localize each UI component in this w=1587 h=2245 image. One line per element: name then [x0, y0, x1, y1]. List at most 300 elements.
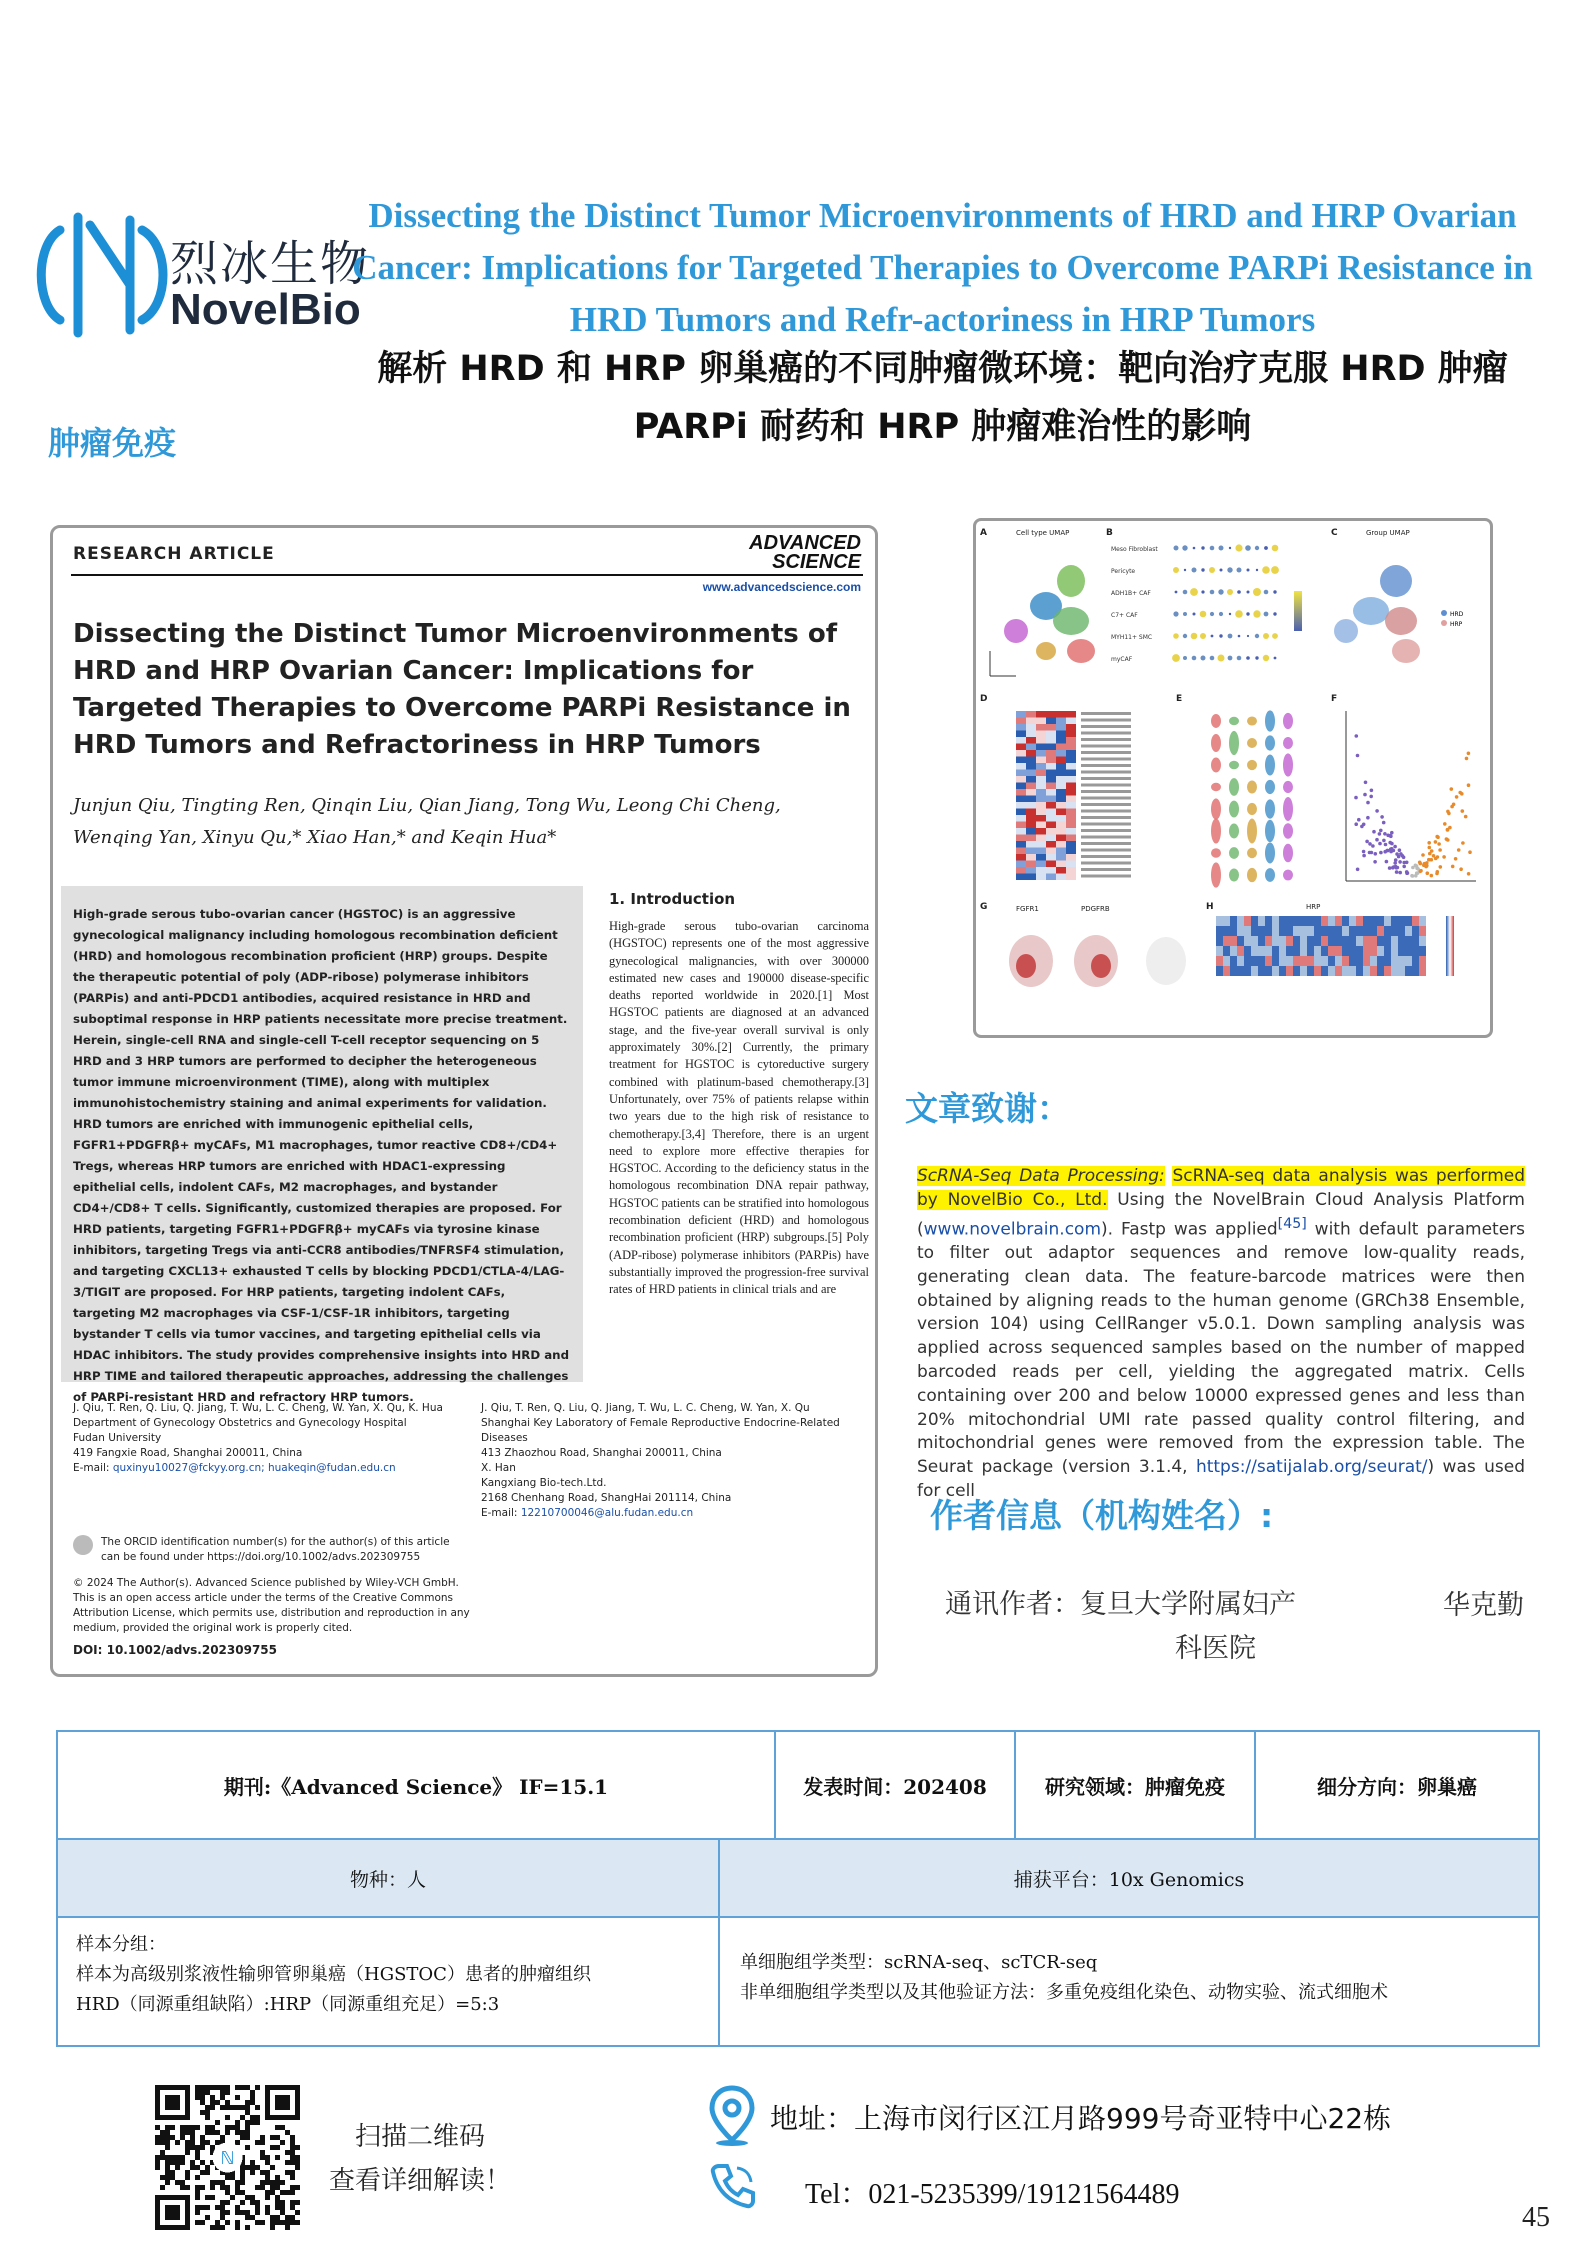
heat-cell [1046, 828, 1056, 835]
h-heat-cell [1300, 956, 1307, 966]
h-heat-cell [1384, 966, 1391, 976]
heat-cell [1046, 770, 1056, 777]
heat-cell [1026, 763, 1036, 770]
h-heat-cell [1419, 926, 1426, 936]
heat-cell [1026, 744, 1036, 751]
dot [1274, 657, 1277, 660]
dot [1237, 656, 1242, 661]
h-heat-cell [1223, 966, 1230, 976]
dot [1273, 612, 1276, 615]
email-left[interactable]: quxinyu10027@fckyy.org.cn; huakeqin@fudan.edu.cn [112, 1462, 396, 1474]
volcano-point [1384, 843, 1388, 847]
volcano-point [1374, 852, 1378, 856]
dot [1264, 590, 1269, 595]
heat-cell [1056, 854, 1066, 861]
heat-row-label [1081, 712, 1131, 715]
h-heat-cell [1300, 966, 1307, 976]
dot [1193, 547, 1196, 550]
h-heat-cell [1377, 926, 1384, 936]
volcano-point [1375, 809, 1379, 813]
violin [1247, 780, 1257, 793]
h-heat-cell [1405, 936, 1412, 946]
violin [1247, 818, 1257, 843]
heat-cell [1026, 822, 1036, 829]
violin [1247, 760, 1257, 770]
h-heat-cell [1314, 926, 1321, 936]
violin [1265, 842, 1275, 863]
h-heat-cell [1377, 946, 1384, 956]
seurat-link[interactable]: https://satijalab.org/seurat/ [1195, 1457, 1428, 1478]
heat-cell [1026, 757, 1036, 764]
h-heat-cell [1216, 966, 1223, 976]
h-heat-cell [1272, 946, 1279, 956]
violin [1229, 778, 1239, 796]
heat-cell [1056, 796, 1066, 803]
volcano-point [1383, 832, 1387, 836]
heat-cell [1056, 711, 1066, 718]
volcano-point [1455, 795, 1459, 799]
heat-cell [1046, 783, 1056, 790]
info-table [56, 1730, 1540, 2047]
dot [1201, 546, 1204, 549]
volcano-point [1362, 854, 1366, 858]
volcano-point [1402, 861, 1406, 865]
h-heat-cell [1356, 936, 1363, 946]
heat-cell [1056, 867, 1066, 874]
h-heat-cell [1307, 946, 1314, 956]
violin [1211, 714, 1221, 728]
heat-cell [1036, 744, 1046, 751]
h-heat-cell [1237, 946, 1244, 956]
dot [1210, 656, 1215, 661]
volcano-point [1385, 860, 1389, 864]
volcano-point [1459, 867, 1463, 871]
copyright-note: © 2024 The Author(s). Advanced Science published by Wiley-VCH GmbH. This is an open access article under the terms of the Creative Commons Attribution License, which permits use, distribution and reproduction in any medium, provided the original work is properly cited. [73, 1577, 470, 1634]
corresponding-label: 通讯作者：复旦大学附属妇产 [945, 1589, 1296, 1620]
violin [1283, 823, 1293, 838]
h-heat-cell [1293, 946, 1300, 956]
dot [1200, 611, 1207, 618]
volcano-point [1435, 872, 1439, 876]
paper-title: Dissecting the Distinct Tumor Microenvironments of HRD and HRP Ovarian Cancer: Implications for Targeted Therapies to Overcome PARPi Resistance in HRD Tumors and Refractoriness in HRP Tumors [73, 619, 851, 760]
feature-plots [1009, 935, 1186, 987]
heat-cell [1066, 828, 1076, 835]
volcano-point [1364, 781, 1368, 785]
heat-cell [1046, 763, 1056, 770]
h-heat-cell [1335, 926, 1342, 936]
panel-a-letter: A [980, 528, 987, 538]
h-heat-cell [1223, 926, 1230, 936]
h-heat-cell [1244, 926, 1251, 936]
heat-cell [1016, 848, 1026, 855]
journal-url[interactable]: www.advancedscience.com [702, 580, 861, 594]
heat-cell [1016, 776, 1026, 783]
dot [1211, 635, 1214, 638]
volcano-point [1372, 830, 1376, 834]
h-heat-cell [1230, 966, 1237, 976]
cell-field: 研究领域：肿瘤免疫 [1016, 1732, 1256, 1838]
volcano-point [1411, 866, 1415, 870]
volcano-point [1405, 870, 1409, 874]
volcano-point [1382, 821, 1386, 825]
violin [1229, 717, 1239, 725]
violin [1211, 848, 1221, 858]
orcid-note: The ORCID identification number(s) for the author(s) of this article can be found under https://doi.org/10.1002/advs.202309755 [101, 1536, 450, 1563]
volcano-point [1436, 835, 1440, 839]
heat-cell [1046, 711, 1056, 718]
volcano-point [1442, 855, 1446, 859]
heat-cell [1026, 802, 1036, 809]
volcano-point [1398, 848, 1402, 852]
dot [1210, 612, 1214, 616]
heat-cell [1036, 770, 1046, 777]
heat-cell [1026, 789, 1036, 796]
dotplot-row-4: C7+ CAF [1111, 612, 1138, 619]
dot [1238, 635, 1241, 638]
dot [1227, 567, 1232, 572]
heat-cell [1016, 763, 1026, 770]
cell-species: 物种：人 [58, 1840, 720, 1916]
heat-cell [1056, 861, 1066, 868]
volcano-point [1369, 795, 1373, 799]
heat-cell [1026, 841, 1036, 848]
violin [1247, 716, 1257, 725]
heat-cell [1016, 789, 1026, 796]
h-heat-cell [1377, 956, 1384, 966]
heat-cell [1016, 815, 1026, 822]
heat-row-label [1081, 816, 1131, 819]
heat-cell [1016, 783, 1026, 790]
email-label-right: E-mail: [481, 1507, 518, 1519]
heat-cell [1066, 757, 1076, 764]
paper-authors: Junjun Qiu, Tingting Ren, Qinqin Liu, Qian Jiang, Tong Wu, Leong Chi Cheng, Wenqing Yan, Xinyu Qu,* Xiao Han,* and Keqin Hua* [73, 795, 781, 848]
dot [1183, 634, 1187, 638]
dot [1255, 656, 1258, 659]
heat-cell [1026, 750, 1036, 757]
heat-cell [1036, 757, 1046, 764]
logo-english-name: NovelBio [170, 285, 361, 334]
methods-highlight-title: ScRNA-Seq Data Processing: [917, 1166, 1165, 1186]
heat-row-label [1081, 745, 1131, 748]
heat-cell [1016, 757, 1026, 764]
heat-cell [1066, 841, 1076, 848]
volcano-point [1467, 752, 1471, 756]
h-heat-cell [1349, 966, 1356, 976]
h-heat-cell [1286, 936, 1293, 946]
heat-cell [1066, 789, 1076, 796]
volcano-point [1371, 844, 1375, 848]
h-heat-cell [1230, 926, 1237, 936]
heat-cell [1056, 750, 1066, 757]
dot [1253, 588, 1261, 596]
heat-cell [1056, 718, 1066, 725]
h-heat-cell [1412, 926, 1419, 936]
dot [1235, 610, 1243, 618]
author-info-heading: 作者信息（机构姓名）: [930, 1496, 1274, 1535]
h-heatmap [1216, 916, 1454, 976]
heat-cell [1036, 861, 1046, 868]
methods-text-4: ) was used for cell [917, 1457, 1525, 1502]
page-number: 45 [1522, 2202, 1550, 2233]
h-heat-cell [1286, 926, 1293, 936]
heat-cell [1036, 783, 1046, 790]
volcano-point [1375, 838, 1379, 842]
h-heat-cell [1405, 916, 1412, 926]
volcano-point [1415, 867, 1419, 871]
sc-types: 单细胞组学类型：scRNA-seq、scTCR-seq [740, 1952, 1098, 1973]
dot [1200, 633, 1206, 639]
h-heat-cell [1251, 966, 1258, 976]
violin [1283, 781, 1293, 793]
h-heat-cell [1216, 946, 1223, 956]
dot [1193, 613, 1196, 616]
heat-cell [1016, 796, 1026, 803]
affiliation-right-text: J. Qiu, T. Ren, Q. Liu, Q. Jiang, T. Wu, L. C. Cheng, W. Yan, X. Qu Shanghai Key Laboratory of Female Reproductive Endocrine-Related Diseases 413 Zhaozhou Road, Shanghai 200011, China X. Han Kangxiang Bio-tech.Ltd. 2168 Chenhang Road, ShangHai 201114, China [481, 1402, 840, 1504]
violin [1283, 737, 1293, 749]
heat-cell [1046, 822, 1056, 829]
volcano-point [1410, 874, 1414, 878]
h-heat-cell [1342, 956, 1349, 966]
panel-d-letter: D [980, 694, 988, 704]
dotplot-row-2: Pericyte [1111, 568, 1136, 575]
h-heat-cell [1279, 956, 1286, 966]
h-heat-cell [1328, 966, 1335, 976]
h-heat-cell [1314, 966, 1321, 976]
heat-cell [1036, 731, 1046, 738]
h-heat-cell [1398, 926, 1405, 936]
dot [1183, 590, 1188, 595]
volcano-point [1366, 801, 1370, 805]
reference-45[interactable]: [45] [1277, 1215, 1307, 1232]
heat-cell [1056, 848, 1066, 855]
heat-cell [1036, 737, 1046, 744]
dot [1182, 545, 1187, 550]
heat-cell [1046, 731, 1056, 738]
volcano-point [1378, 842, 1382, 846]
h-heat-cell [1258, 956, 1265, 966]
h-heat-cell [1223, 936, 1230, 946]
h-heat-cell [1286, 916, 1293, 926]
volcano-point [1430, 874, 1434, 878]
volcano-point [1365, 840, 1369, 844]
h-heat-cell [1265, 936, 1272, 946]
methods-text-3: with default parameters to filter out adaptor sequences and remove low-quality reads, generating clean data. The feature-barcode matrices were then obtained by aligning reads to the human genome (GRCh38 Ensemble, version 104) using CellRanger v5.0.1. Down sampling analysis was applied across sequenced samples based on the number of mapped barcoded reads per cell, yielding the aggregated matrix. Cells containing over 200 and below 10000 expressed genes and less than 20% mitochondrial UMI rate passed quality control filtering, and mitochondrial genes were removed from the expression table. The Seurat package (version 3.1.4, [917, 1219, 1525, 1478]
h-heat-cell [1419, 956, 1426, 966]
heat-cell [1066, 874, 1076, 881]
scan-line-1: 扫描二维码 [354, 2122, 485, 2152]
volcano-point [1363, 793, 1367, 797]
h-heat-cell [1258, 926, 1265, 936]
email-right[interactable]: 12210700046@alu.fudan.edu.cn [520, 1507, 694, 1519]
heat-cell [1016, 828, 1026, 835]
volcano-point [1432, 854, 1436, 858]
header-rule [71, 574, 863, 576]
volcano-point [1354, 822, 1358, 826]
heat-cell [1036, 854, 1046, 861]
volcano-point [1402, 865, 1406, 869]
h-heat-cell [1349, 946, 1356, 956]
h-heat-cell [1265, 956, 1272, 966]
h-heat-cell [1356, 956, 1363, 966]
volcano-point [1416, 871, 1420, 875]
volcano-point [1379, 851, 1383, 855]
violin [1283, 844, 1293, 863]
volcano-point [1388, 841, 1392, 845]
corresponding-label-2: 科医院 [1175, 1633, 1256, 1664]
dot [1273, 590, 1276, 593]
heat-cell [1036, 848, 1046, 855]
dot [1246, 656, 1250, 660]
heat-cell [1036, 841, 1046, 848]
h-heat-cell [1300, 946, 1307, 956]
volcano-point [1454, 857, 1458, 861]
h-heat-cell [1370, 926, 1377, 936]
heat-cell [1046, 776, 1056, 783]
qr-code-icon[interactable] [155, 2085, 300, 2230]
volcano-point [1393, 845, 1397, 849]
heat-cell [1016, 861, 1026, 868]
volcano-point [1385, 849, 1389, 853]
volcano-point [1467, 783, 1471, 787]
volcano-point [1390, 831, 1394, 835]
violin [1211, 798, 1221, 819]
heat-cell [1046, 809, 1056, 816]
h-heat-cell [1279, 936, 1286, 946]
panel-g-label-1: FGFR1 [1016, 905, 1039, 913]
heat-cell [1046, 789, 1056, 796]
dot [1272, 545, 1279, 552]
dot [1227, 589, 1233, 595]
dot [1201, 568, 1204, 571]
h-heat-cell [1405, 946, 1412, 956]
h-heat-cell [1384, 936, 1391, 946]
violin [1247, 803, 1257, 815]
heat-cell [1046, 874, 1056, 881]
heat-cell [1026, 828, 1036, 835]
dot [1183, 656, 1187, 660]
volcano-point [1355, 734, 1359, 738]
h-heat-cell [1244, 956, 1251, 966]
heat-cell [1056, 822, 1066, 829]
affiliation-right [481, 1401, 861, 1521]
h-heat-cell [1321, 926, 1328, 936]
dot [1263, 633, 1269, 639]
heat-cell [1016, 809, 1026, 816]
h-heat-cell [1398, 956, 1405, 966]
h-heat-cell [1237, 956, 1244, 966]
heat-cell [1066, 718, 1076, 725]
heat-cell [1056, 809, 1066, 816]
dot [1247, 635, 1249, 637]
title-chinese: 解析 HRD 和 HRP 卵巢癌的不同肿瘤微环境：靶向治疗克服 HRD 肿瘤 PARPi 耐药和 HRP 肿瘤难治性的影响 [377, 349, 1508, 447]
heat-cell [1016, 750, 1026, 757]
heat-row-label [1081, 823, 1131, 826]
heat-cell [1056, 724, 1066, 731]
title-english: Dissecting the Distinct Tumor Microenvironments of HRD and HRP Ovarian Cancer: Implications for Targeted Therapies to Overcome PARPi Resistance in HRD Tumors and Refr-actoriness in HRP Tumors [352, 196, 1533, 339]
violin [1211, 734, 1221, 752]
dot [1174, 546, 1179, 551]
heat-cell [1066, 815, 1076, 822]
heat-cell [1026, 770, 1036, 777]
h-heat-cell [1223, 956, 1230, 966]
heat-row-label [1081, 868, 1131, 871]
h-heat-cell [1230, 936, 1237, 946]
heat-cell [1016, 802, 1026, 809]
h-heat-cell [1349, 916, 1356, 926]
h-heat-cell [1265, 916, 1272, 926]
h-heat-cell [1237, 916, 1244, 926]
heat-cell [1046, 835, 1056, 842]
h-heat-cell [1328, 946, 1335, 956]
cell-methods [720, 1918, 1538, 2045]
dot [1235, 544, 1242, 551]
dot [1264, 612, 1269, 617]
h-heat-cell [1251, 956, 1258, 966]
h-heat-cell [1412, 946, 1419, 956]
volcano-point [1362, 850, 1366, 854]
volcano-point [1393, 861, 1397, 865]
violin [1265, 868, 1275, 882]
dot [1219, 612, 1223, 616]
heat-cell [1016, 737, 1026, 744]
h-heat-cell [1342, 936, 1349, 946]
dot [1255, 546, 1259, 550]
heat-row-label [1081, 738, 1131, 741]
panel-g-label-2: PDGFRB [1081, 905, 1110, 913]
h-heat-cell [1370, 936, 1377, 946]
panel-h-letter: H [1206, 902, 1214, 912]
heat-cell [1046, 854, 1056, 861]
figure-graphic [976, 521, 1490, 1035]
heat-cell [1046, 737, 1056, 744]
h-heat-cell [1342, 946, 1349, 956]
h-heat-cell [1412, 916, 1419, 926]
dot [1264, 546, 1268, 550]
h-heat-cell [1321, 966, 1328, 976]
heat-cell [1046, 848, 1056, 855]
sample-line-2: HRD（同源重组缺陷）:HRP（同源重组充足）=5:3 [76, 1994, 500, 2015]
volcano-point [1447, 812, 1451, 816]
volcano-point [1357, 818, 1361, 822]
h-heat-cell [1328, 936, 1335, 946]
heat-cell [1066, 776, 1076, 783]
h-heat-cell [1363, 936, 1370, 946]
dot [1262, 566, 1270, 574]
dot [1263, 655, 1269, 661]
heat-cell [1066, 835, 1076, 842]
methods-excerpt [917, 1165, 1526, 1502]
orcid-icon [73, 1535, 93, 1555]
violin [1247, 848, 1257, 858]
journal-line-2: SCIENCE [772, 551, 861, 573]
heat-cell [1056, 783, 1066, 790]
heat-cell [1066, 770, 1076, 777]
h-heat-cell [1272, 956, 1279, 966]
volcano-point [1461, 841, 1465, 845]
heat-cell [1026, 718, 1036, 725]
h-heat-cell [1321, 956, 1328, 966]
h-heat-cell [1328, 926, 1335, 936]
novelbrain-link[interactable]: www.novelbrain.com [923, 1219, 1102, 1240]
h-heat-cell [1279, 966, 1286, 976]
h-heat-cell [1349, 936, 1356, 946]
umap-cell-type [990, 565, 1095, 676]
violin [1211, 862, 1221, 887]
heat-cell [1056, 802, 1066, 809]
h-heat-cell [1398, 946, 1405, 956]
violin [1229, 731, 1239, 755]
intro-heading: 1. Introduction [609, 890, 736, 908]
